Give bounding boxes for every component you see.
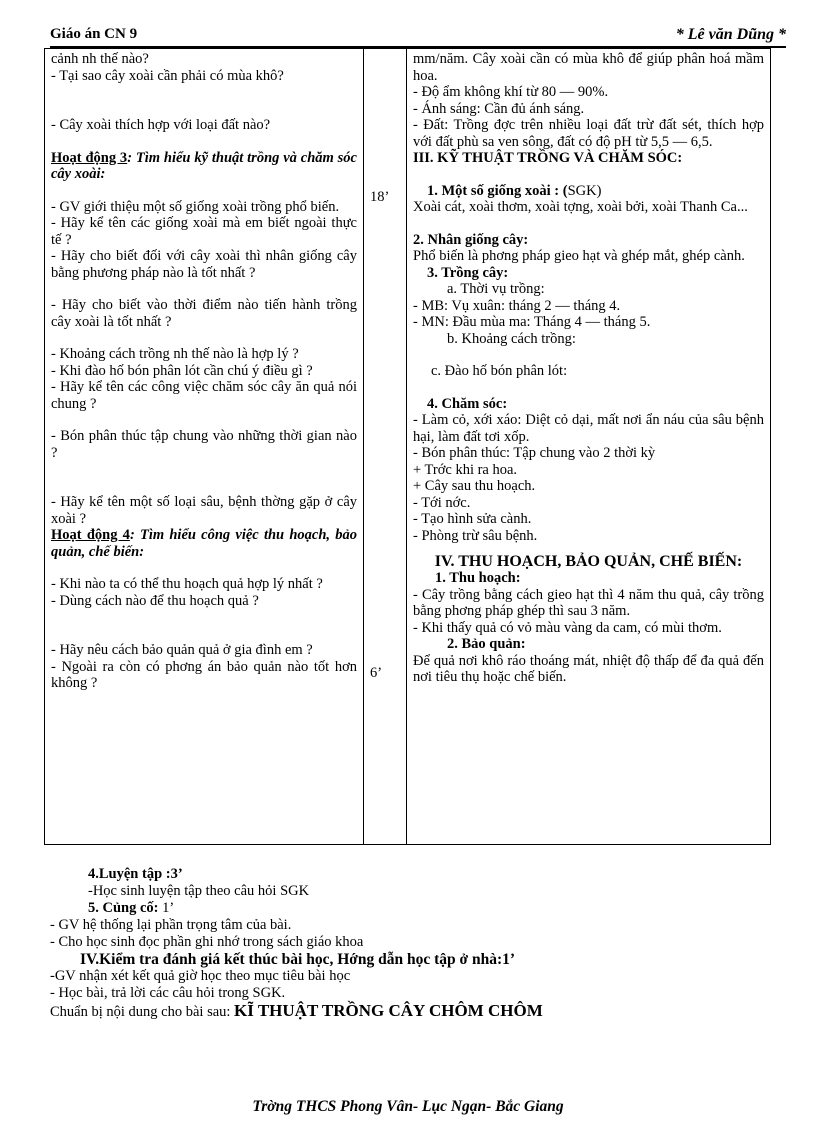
- content-text: + Cây sau thu hoạch.: [413, 478, 536, 494]
- content-text: - Phòng trừ sâu bệnh.: [413, 527, 538, 544]
- subsection-care: 4. Chăm sóc:: [427, 395, 508, 412]
- subsection-storage: 2. Bảo quản:: [447, 636, 526, 652]
- content-text: - Tới nớc.: [413, 494, 471, 511]
- question: - Bón phân thúc tập chung vào những thời gian nào ?: [51, 428, 357, 461]
- content-text: c. Đào hố bón phân lót:: [431, 363, 568, 379]
- content-text: - Tạo hình sửa cành.: [413, 511, 532, 527]
- content-text: mm/năm. Cây xoài cần có mùa khô để giúp phân hoá mầm hoa.: [413, 51, 764, 84]
- duration-activity-3: 18’: [370, 189, 390, 205]
- content-text: a. Thời vụ trồng:: [447, 281, 545, 297]
- question: - Dùng cách nào để thu hoạch quả ?: [51, 592, 259, 609]
- content-text: - Đất: Trồng đợc trên nhiều loại đất trừ đất sét, thích hợp với đất phù sa ven sông, đất có độ pH từ 5,5 — 6,5.: [413, 117, 764, 150]
- school-footer: Trờng THCS Phong Vân- Lục Ngạn- Bắc Giang: [252, 1098, 564, 1115]
- activity-3-title: : Tìm hiểu kỹ thuật trồng và chăm sóc cây xoài:: [51, 149, 357, 182]
- question: - Cây xoài thích hợp với loại đất nào?: [51, 117, 271, 133]
- section-4-heading: IV. THU HOẠCH, BẢO QUẢN, CHẾ BIẾN:: [434, 553, 743, 570]
- author-name: * Lê văn Dũng *: [675, 26, 786, 43]
- content-text: - MN: Đầu mùa ma: Tháng 4 — tháng 5.: [413, 314, 651, 330]
- evaluation-item: -GV nhận xét kết quả giờ học theo mục tiêu bài học: [50, 968, 351, 984]
- content-text: Xoài cát, xoài thơm, xoài tợng, xoài bởi, xoài Thanh Ca...: [413, 199, 748, 215]
- page-header: [50, 24, 786, 46]
- subsection-harvest: 1. Thu hoạch:: [435, 570, 521, 586]
- section-3-heading: III. KỸ THUẬT TRỒNG VÀ CHĂM SÓC:: [413, 150, 683, 166]
- question: - Tại sao cây xoài cần phải có mùa khô?: [51, 67, 284, 84]
- duration-activity-4: 6’: [370, 665, 383, 681]
- content-text: + Trớc khi ra hoa.: [413, 461, 518, 478]
- question: - Ngoài ra còn có phơng án bảo quản nào tốt hơn không ?: [51, 658, 357, 691]
- question: - Hãy kể tên một số loại sâu, bệnh thờng gặp ở cây xoài ?: [51, 494, 357, 527]
- question: - Hãy kể tên các giống xoài mà em biết ngoài thực tế ?: [51, 215, 357, 248]
- consolidate-item: - Cho học sinh đọc phần ghi nhớ trong sách giáo khoa: [50, 934, 364, 950]
- lesson-plan-title: Giáo án CN 9: [50, 26, 138, 42]
- question: - Khi nào ta có thể thu hoạch quả hợp lý nhất ?: [51, 576, 323, 592]
- closing-section: [50, 866, 770, 1021]
- content-text: - Cây trồng bằng cách gieo hạt thì 4 năm thu quả, cây trồng bằng phơng pháp ghép thì sau 3 năm.: [413, 586, 764, 619]
- subsection-propagation: 2. Nhân giống cây:: [413, 231, 529, 248]
- evaluation-heading: IV.Kiểm tra đánh giá kết thúc bài học, Hớng dẫn học tập ở nhà:1’: [80, 951, 516, 968]
- activity-3-heading: [51, 150, 357, 183]
- question: - Hãy nêu cách bảo quản quả ở gia đình em ?: [51, 642, 313, 658]
- content-text: - Làm cỏ, xới xáo: Diệt cỏ dại, mất nơi ẩn náu của sâu bệnh hại, làm đất tơi xốp.: [413, 412, 764, 445]
- content-text: - Khi thấy quả có vỏ màu vàng da cam, có mùi thơm.: [413, 619, 722, 636]
- consolidate-item: - GV hệ thống lại phần trọng tâm của bài.: [50, 917, 292, 933]
- activity-4-title: : Tìm hiểu công việc thu hoạch, bảo quản, chế biến:: [51, 527, 357, 560]
- next-lesson-line: Chuẩn bị nội dung cho bài sau: KĨ THUẬT TRỒNG CÂY CHÔM CHÔM: [50, 1001, 543, 1020]
- question: - Khoảng cách trồng nh thế nào là hợp lý ?: [51, 346, 299, 362]
- content-text: - Ánh sáng: Cần đủ ánh sáng.: [413, 100, 585, 117]
- evaluation-item: - Học bài, trả lời các câu hỏi trong SGK.: [50, 985, 286, 1001]
- question: - Hãy cho biết vào thời điểm nào tiến hành trồng cây xoài là tốt nhất ?: [51, 297, 357, 330]
- subsection-planting: 3. Trồng cây:: [427, 264, 509, 281]
- content-text: - MB: Vụ xuân: tháng 2 — tháng 4.: [413, 297, 621, 314]
- question: - Hãy cho biết đối với cây xoài thì nhân giống cây bằng phương pháp nào là tốt nhất ?: [51, 248, 357, 281]
- content-text: Để quả nơi khô ráo thoáng mát, nhiệt độ thấp để đa quả đến nơi tiêu thụ hoặc chế biến.: [413, 652, 764, 685]
- lesson-table: [44, 48, 771, 845]
- content-text: - Độ ẩm không khí từ 80 — 90%.: [413, 84, 609, 100]
- content-text: Phổ biến là phơng pháp gieo hạt và ghép mắt, ghép cành.: [413, 248, 745, 264]
- practice-heading: 4.Luyện tập :3’: [88, 866, 183, 882]
- content-column: [407, 49, 771, 845]
- activity-4-label: Hoạt động 4: [51, 527, 130, 543]
- activity-3-label: Hoạt động 3: [51, 149, 128, 166]
- question: cảnh nh thế nào?: [51, 51, 149, 67]
- content-text: - Bón phân thúc: Tập chung vào 2 thời kỳ: [413, 445, 656, 461]
- activity-4-heading: [51, 527, 357, 560]
- practice-text: -Học sinh luyện tập theo câu hỏi SGK: [88, 883, 310, 899]
- teacher-activity-column: [45, 49, 364, 845]
- next-lesson-title: KĨ THUẬT TRỒNG CÂY CHÔM CHÔM: [234, 1001, 543, 1020]
- subsection-varieties: 1. Một số giống xoài : (SGK): [427, 182, 602, 199]
- question: - Hãy kể tên các công việc chăm sóc cây ăn quả nói chung ?: [51, 379, 357, 412]
- consolidate-heading: 5. Củng cố: 1’: [88, 900, 175, 916]
- content-text: b. Khoảng cách trồng:: [447, 330, 576, 347]
- time-column: [364, 49, 407, 845]
- question: - Khi đào hố bón phân lót cần chú ý điều gì ?: [51, 362, 313, 379]
- question: - GV giới thiệu một số giống xoài trồng phổ biến.: [51, 198, 340, 215]
